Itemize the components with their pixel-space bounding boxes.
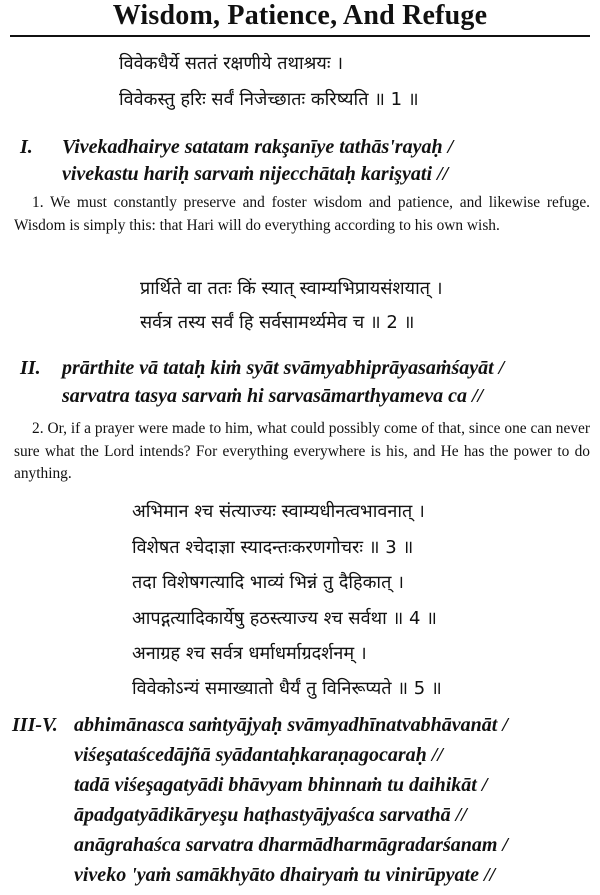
verse-3-5-translit-line-1: abhimānasca saṁtyājyaḥ svāmyadhīnatvabhāvanāt / xyxy=(74,714,508,736)
verse-3-sanskrit-line-1: अभिमान श्च संत्याज्यः स्वाम्यधीनत्वभावनात् । xyxy=(132,501,425,522)
verse-1-translation: 1. We must constantly preserve and foster wisdom and patience, and likewise refuge. Wisdom is simply this: that Hari will do everything according to his own wish. xyxy=(14,194,590,234)
verse-2-translation: 2. Or, if a prayer were made to him, what could possibly come of that, since one can never sure what the Lord intends? For everything everywhere is his, and He has the power to do anything. xyxy=(14,420,590,482)
verse-2-number: II. xyxy=(20,357,41,379)
verse-2-sanskrit-line-1: प्रार्थिते वा ततः किं स्यात् स्वाम्यभिप्रायसंशयात् । xyxy=(140,278,443,299)
verse-2-sanskrit-line-2: सर्वत्र तस्य सर्वं हि सर्वसामर्थ्यमेव च ॥ 2 ॥ xyxy=(140,312,415,333)
verse-3-5-translit-line-6: viveko 'yaṁ samākhyāto dhairyaṁ tu vinirūpyate // xyxy=(74,864,496,886)
verse-2-translit-line-1: prārthite vā tataḥ kiṁ syāt svāmyabhiprāyasaṁśayāt / xyxy=(62,357,505,379)
page-title: Wisdom, Patience, And Refuge xyxy=(112,0,488,31)
verse-3-sanskrit-line-2: विशेषत श्चेदाज्ञा स्यादन्तःकरणगोचरः ॥ 3 ॥ xyxy=(132,537,414,558)
verse-1-translit-line-1: Vivekadhairye satatam rakşanīye tathās'rayaḥ / xyxy=(62,136,454,158)
verse-1-sanskrit-line-1: विवेकधैर्ये सततं रक्षणीये तथाश्रयः । xyxy=(119,53,344,74)
verse-3-5-translit-line-2: viśeşataścedājñā syādantaḥkaraṇagocaraḥ // xyxy=(74,744,443,766)
verse-1-translit-line-2: vivekastu hariḥ sarvaṁ nijecchātaḥ karişyati // xyxy=(62,163,449,185)
verse-1-number: I. xyxy=(20,136,33,158)
title-underline xyxy=(10,35,590,37)
verse-3-5-number: III-V. xyxy=(12,714,58,736)
verse-4-sanskrit-line-1: तदा विशेषगत्यादि भाव्यं भिन्नं तु दैहिकात् । xyxy=(132,572,404,593)
verse-5-sanskrit-line-2: विवेकोऽन्यं समाख्यातो धैर्यं तु विनिरूप्यते ॥ 5 ॥ xyxy=(132,678,442,699)
verse-3-5-translit-line-5: anāgrahaśca sarvatra dharmādharmāgradarśanam / xyxy=(74,834,508,856)
verse-3-5-translit-line-3: tadā viśeşagatyādi bhāvyam bhinnaṁ tu daihikāt / xyxy=(74,774,488,796)
verse-4-sanskrit-line-2: आपद्गत्यादिकार्येषु हठस्त्याज्य श्च सर्वथा ॥ 4 ॥ xyxy=(132,608,437,629)
verse-2-translit-line-2: sarvatra tasya sarvaṁ hi sarvasāmarthyameva ca // xyxy=(62,385,484,407)
verse-3-5-translit-line-4: āpadgatyādikāryeşu haṭhastyājyaśca sarvathā // xyxy=(74,804,467,826)
verse-1-sanskrit-line-2: विवेकस्तु हरिः सर्वं निजेच्छातः करिष्यति ॥ 1 ॥ xyxy=(119,89,419,110)
verse-5-sanskrit-line-1: अनाग्रह श्च सर्वत्र धर्माधर्माग्रदर्शनम् । xyxy=(132,643,367,664)
